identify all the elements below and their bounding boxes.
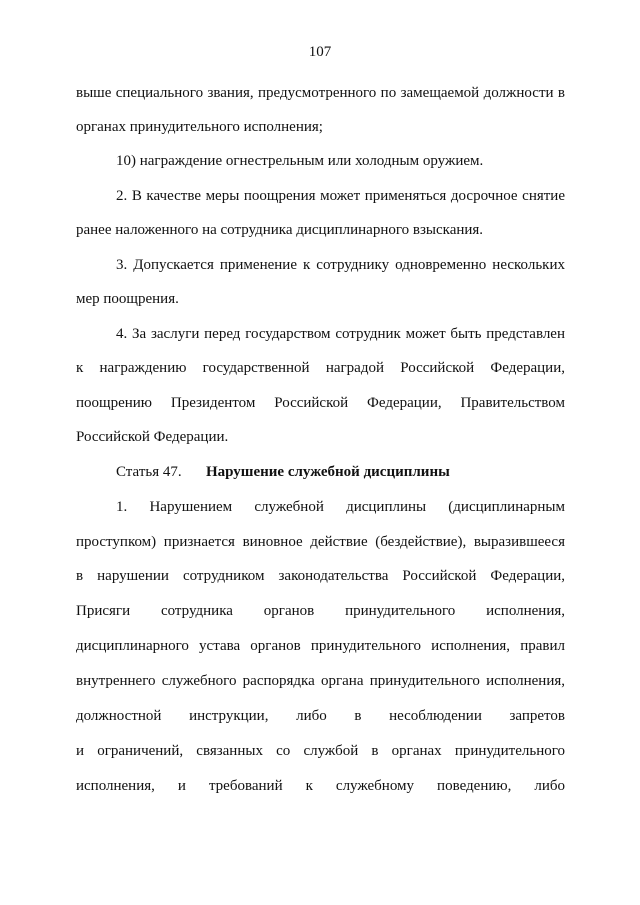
page-number: 107 bbox=[308, 44, 332, 60]
text-line: и ограничений, связанных со службой в органах принудительного bbox=[76, 743, 565, 759]
article-title: Нарушение служебной дисциплины bbox=[206, 464, 450, 480]
article-label: Статья 47. bbox=[116, 464, 182, 480]
text-line: 3. Допускается применение к сотруднику одновременно нескольких bbox=[116, 257, 565, 273]
text-line: мер поощрения. bbox=[76, 291, 179, 307]
text-line: 10) награждение огнестрельным или холодным оружием. bbox=[116, 153, 484, 169]
text-line: в нарушении сотрудником законодательства Российской Федерации, bbox=[76, 568, 565, 584]
text-line: внутреннего служебного распорядка органа принудительного исполнения, bbox=[76, 673, 565, 689]
text-line: дисциплинарного устава органов принудительного исполнения, правил bbox=[76, 638, 565, 654]
text-line: Присяги сотрудника органов принудительного исполнения, bbox=[76, 603, 565, 619]
text-line: исполнения, и требований к служебному поведению, либо bbox=[76, 778, 565, 794]
text-line: к награждению государственной наградой Российской Федерации, bbox=[76, 360, 565, 376]
text-line: ранее наложенного на сотрудника дисциплинарного взыскания. bbox=[76, 222, 484, 238]
text-line: поощрению Президентом Российской Федерации, Правительством bbox=[76, 395, 565, 411]
text-line: 2. В качестве меры поощрения может применяться досрочное снятие bbox=[116, 188, 565, 204]
text-line: проступком) признается виновное действие (бездействие), выразившееся bbox=[76, 534, 565, 550]
text-line: органах принудительного исполнения; bbox=[76, 119, 323, 135]
text-line: должностной инструкции, либо в несоблюдении запретов bbox=[76, 708, 565, 724]
text-line: 1. Нарушением служебной дисциплины (дисциплинарным bbox=[116, 499, 565, 515]
text-line: 4. За заслуги перед государством сотрудник может быть представлен bbox=[116, 326, 565, 342]
text-line: Российской Федерации. bbox=[76, 429, 229, 445]
text-line: выше специального звания, предусмотренного по замещаемой должности в bbox=[76, 85, 565, 101]
